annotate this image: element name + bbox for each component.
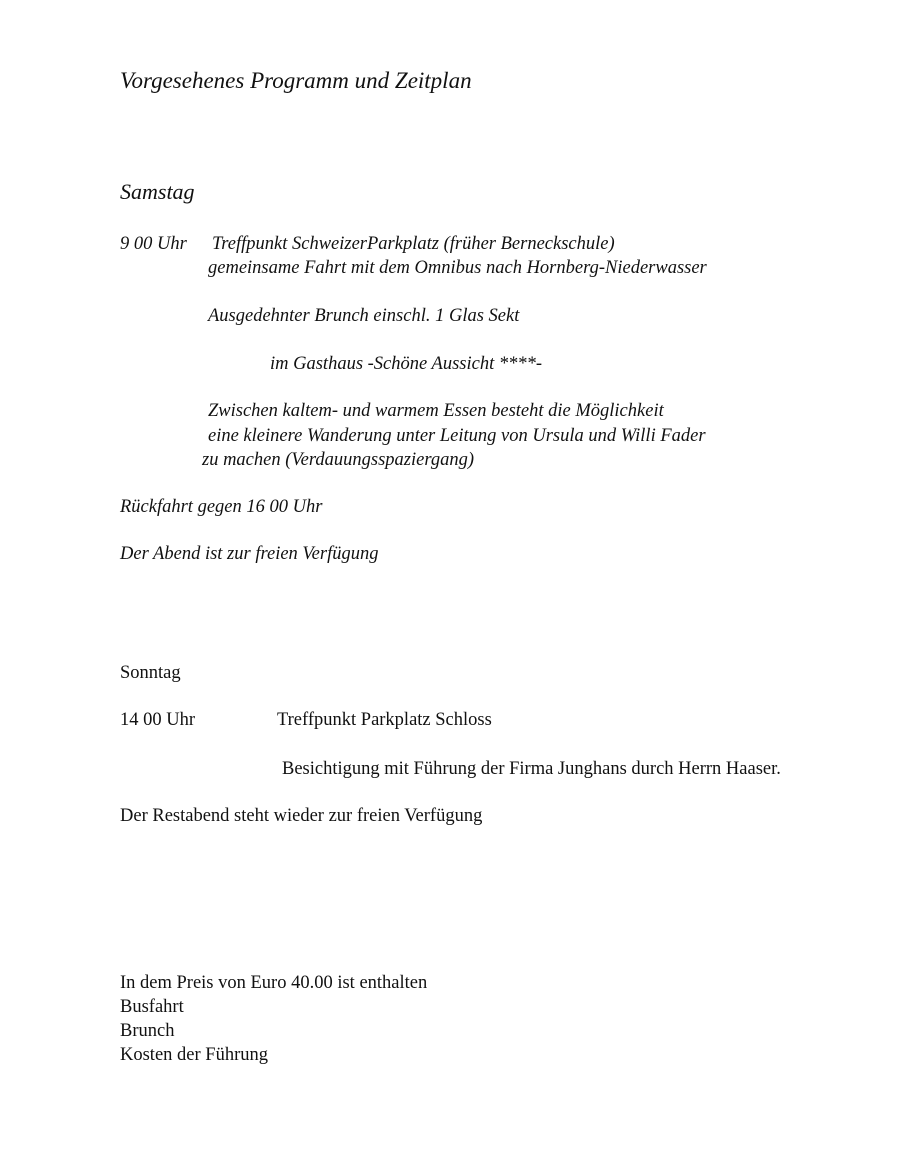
saturday-brunch: Ausgedehnter Brunch einschl. 1 Glas Sekt: [208, 306, 520, 326]
saturday-time: 9 00 Uhr: [120, 234, 187, 254]
saturday-return: Rückfahrt gegen 16 00 Uhr: [120, 497, 323, 517]
sunday-tour: Besichtigung mit Führung der Firma Junghans durch Herrn Haaser.: [282, 759, 781, 779]
saturday-heading: Samstag: [120, 179, 195, 204]
saturday-evening: Der Abend ist zur freien Verfügung: [120, 544, 379, 564]
price-item: Kosten der Führung: [120, 1045, 268, 1065]
sunday-evening: Der Restabend steht wieder zur freien Verfügung: [120, 806, 483, 826]
price-item: Busfahrt: [120, 997, 184, 1017]
saturday-meeting-point: Treffpunkt SchweizerParkplatz (früher Berneckschule): [212, 234, 615, 254]
sunday-heading: Sonntag: [120, 663, 181, 683]
sunday-time: 14 00 Uhr: [120, 710, 196, 730]
document-title: Vorgesehenes Programm und Zeitplan: [120, 68, 472, 93]
saturday-hike-line-2: eine kleinere Wanderung unter Leitung von Ursula und Willi Fader: [208, 426, 706, 446]
saturday-hike-line-1: Zwischen kaltem- und warmem Essen besteht die Möglichkeit: [208, 401, 664, 421]
sunday-meeting-point: Treffpunkt Parkplatz Schloss: [277, 710, 492, 730]
price-item: Brunch: [120, 1021, 175, 1041]
price-intro: In dem Preis von Euro 40.00 ist enthalten: [120, 973, 428, 993]
saturday-bus-trip: gemeinsame Fahrt mit dem Omnibus nach Hornberg-Niederwasser: [208, 258, 707, 278]
saturday-venue: im Gasthaus -Schöne Aussicht ****-: [270, 354, 542, 374]
saturday-hike-line-3: zu machen (Verdauungsspaziergang): [202, 450, 474, 470]
